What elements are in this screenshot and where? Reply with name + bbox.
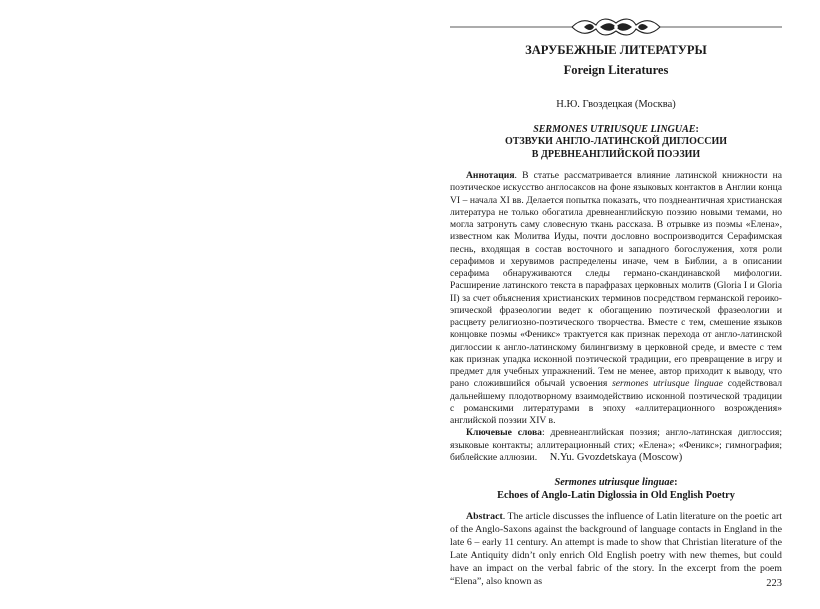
title-latin-en: Sermones utriusque linguae	[554, 477, 675, 488]
author-en: N.Yu. Gvozdetskaya (Moscow)	[549, 452, 683, 463]
article-title-ru	[450, 124, 782, 161]
annotation-ru	[450, 170, 782, 464]
abstract-text: . The article discusses the influence of Latin literature on the poetic art of the Anglo-Saxons against the background of language contacts in England in the late 6 – early 11 century. An attempt is made to show that Christian literature of the Late Antiquity didn’t only enrich Old English poetry with new themes, but could have an impact on the verbal fabric of the story. In the excerpt from the poem “Elena”, also known as	[450, 511, 782, 588]
annotation-text-2: содействовал дальнейшему плодотворному взаимодействию исконной поэтической традиции с романскими литературами в эпоху «аллитерационного возрождения» английской поэзии XIV в.	[450, 378, 782, 426]
title-line3-ru: В ДРЕВНЕАНГЛИЙСКОЙ ПОЭЗИИ	[531, 148, 701, 160]
author-ru: Н.Ю. Гвоздецкая (Москва)	[556, 99, 676, 110]
article-title-en	[450, 477, 782, 502]
annotation-label: Аннотация	[466, 170, 515, 181]
section-title-ru: ЗАРУБЕЖНЫЕ ЛИТЕРАТУРЫ	[525, 43, 707, 57]
annotation-italic: sermones utriusque linguae	[612, 378, 723, 390]
title-line2-ru: ОТЗВУКИ АНГЛО-ЛАТИНСКОЙ ДИГЛОССИИ	[504, 136, 728, 148]
keywords-text: : древнеанглийская поэзия; англо-латинская диглоссия; языковые контакты; аллитерационный стих; «Елена»; «Феникс»; гимнография; библейские аллюзии.	[450, 427, 782, 463]
section-title-en: Foreign Literatures	[563, 63, 669, 77]
title-colon-ru: :	[695, 124, 699, 135]
title-latin-ru: SERMONES UTRIUSQUE LINGUAE	[533, 124, 696, 135]
annotation-text-1: . В статье рассматривается влияние латинской книжности на поэтическое искусство англосаксов на фоне языковых контактов в Англии конца VI – начала XI вв. Делается попытка показать, что позднеантичная христианская литература не только обогатила древнеанглийскую поэзию новыми темами, но могла затронуть саму словесную ткань рассказа. В отрывке из поэмы «Елена», известном как Молитва Иуды, почти дословно воспроизводится Серафимская песнь, входящая в состав восточного и западного богослужения, хотя роли серафимов и херувимов распределены иначе, чем в Библии, а в описании серафима обнаруживаются следы германо-скандинавской мифологии. Расширение латинского текста в парафразах церковных молитв (Gloria I и Gloria II) за счет объяснения христианских терминов посредством германской героико-эпической фразеологии ведет к обогащению поэтической фразеологии и расцвету религиозно-поэтического творчества. Вместе с тем, смешение языков концовке поэмы «Феникс» трактуется как признак перехода от англо-латинской диглоссии к англо-латинскому билингвизму в церковной среде, и вместе с тем как признак упадка исконной поэтической традиции, его превращение в игру и предмет для учебных упражнений. Тем не менее, автор приходит к выводу, что рано сложившийся обычай усвоения	[450, 170, 782, 390]
title-line2-en: Echoes of Anglo-Latin Diglossia in Old English Poetry	[497, 489, 735, 501]
title-colon-en: :	[674, 477, 678, 488]
abstract-label: Abstract	[466, 511, 503, 522]
abstract-en	[450, 510, 782, 589]
keywords-label: Ключевые слова	[466, 427, 542, 439]
abstract-paragraph	[450, 510, 782, 589]
header-ornament	[450, 14, 782, 40]
page-number: 223	[766, 578, 782, 589]
annotation-paragraph	[450, 170, 782, 427]
